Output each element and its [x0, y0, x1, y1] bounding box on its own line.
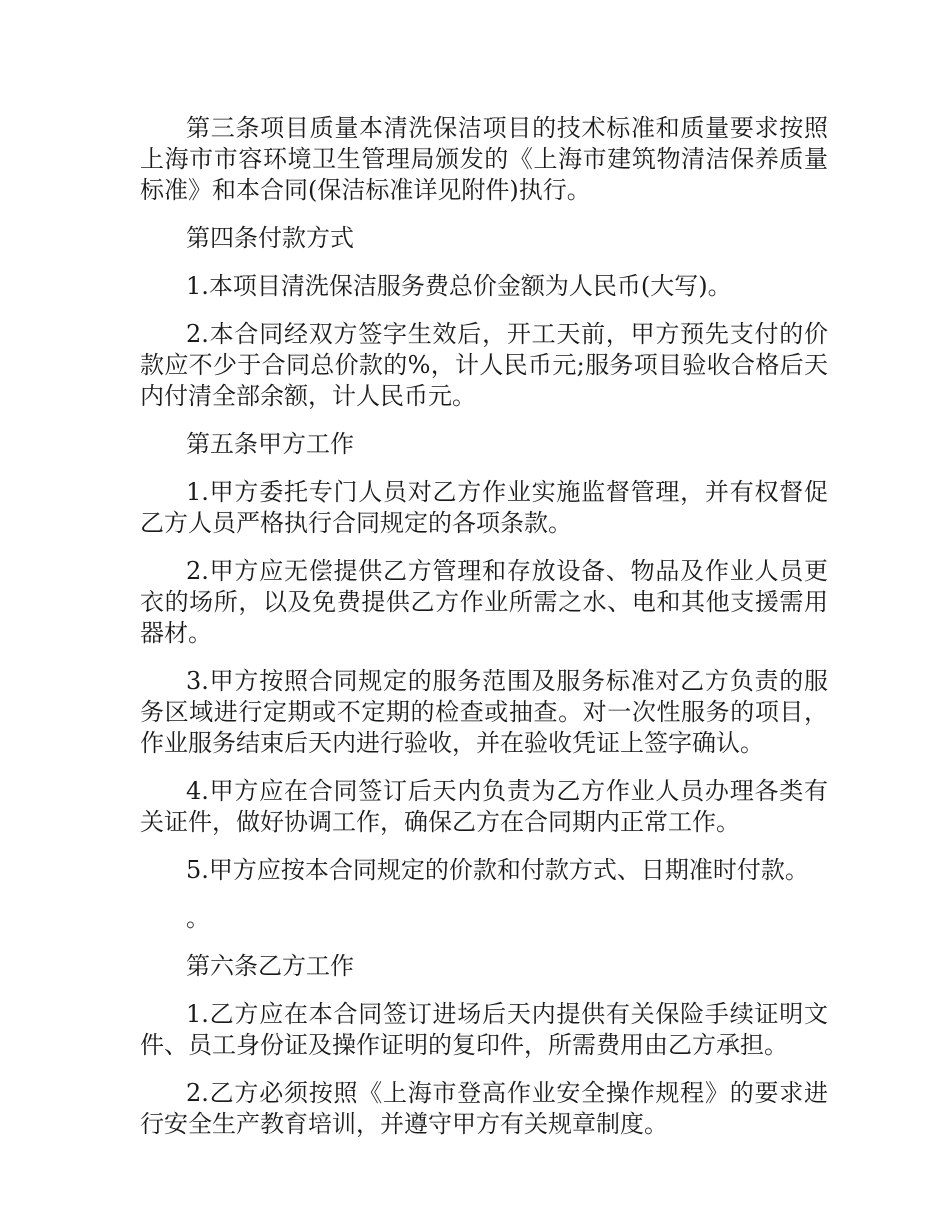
paragraph-4-2: 2.本合同经双方签字生效后，开工天前，甲方预先支付的价款应不少于合同总价款的%，计人民币元;服务项目验收合格后天内付清全部余额，计人民币元。	[140, 320, 828, 410]
paragraph-5-5: 5.甲方应按本合同规定的价款和付款方式、日期准时付款。	[186, 856, 809, 884]
heading-article-6-party-b: 第六条乙方工作	[186, 952, 354, 980]
paragraph-5-1: 1.甲方委托专门人员对乙方作业实施监督管理，并有权督促乙方人员严格执行合同规定的各项条款。	[140, 478, 828, 537]
document-body	[140, 113, 828, 1157]
paragraph-6-2: 2.乙方必须按照《上海市登高作业安全操作规程》的要求进行安全生产教育培训，并遵守甲方有关规章制度。	[140, 1079, 828, 1138]
paragraph-5-3: 3.甲方按照合同规定的服务范围及服务标准对乙方负责的服务区域进行定期或不定期的检查或抽查。对一次性服务的项目，作业服务结束后天内进行验收，并在验收凭证上签字确认。	[140, 667, 828, 757]
paragraph-6-1: 1.乙方应在本合同签订进场后天内提供有关保险手续证明文件、员工身份证及操作证明的复印件，所需费用由乙方承担。	[140, 1000, 828, 1059]
paragraph-5-4: 4.甲方应在合同签订后天内负责为乙方作业人员办理各类有关证件，做好协调工作，确保乙方在合同期内正常工作。	[140, 777, 828, 836]
heading-article-4-payment: 第四条付款方式	[186, 224, 354, 252]
paragraph-5-2: 2.甲方应无偿提供乙方管理和存放设备、物品及作业人员更衣的场所，以及免费提供乙方作业所需之水、电和其他支援需用器材。	[140, 557, 828, 647]
heading-article-5-party-a: 第五条甲方工作	[186, 430, 354, 458]
paragraph-period: 。	[186, 904, 210, 932]
paragraph-4-1: 1.本项目清洗保洁服务费总价金额为人民币(大写)。	[186, 272, 732, 300]
paragraph-article-3-quality: 第三条项目质量本清洗保洁项目的技术标准和质量要求按照上海市市容环境卫生管理局颁发的《上海市建筑物清洁保养质量标准》和本合同(保洁标准详见附件)执行。	[140, 114, 828, 204]
